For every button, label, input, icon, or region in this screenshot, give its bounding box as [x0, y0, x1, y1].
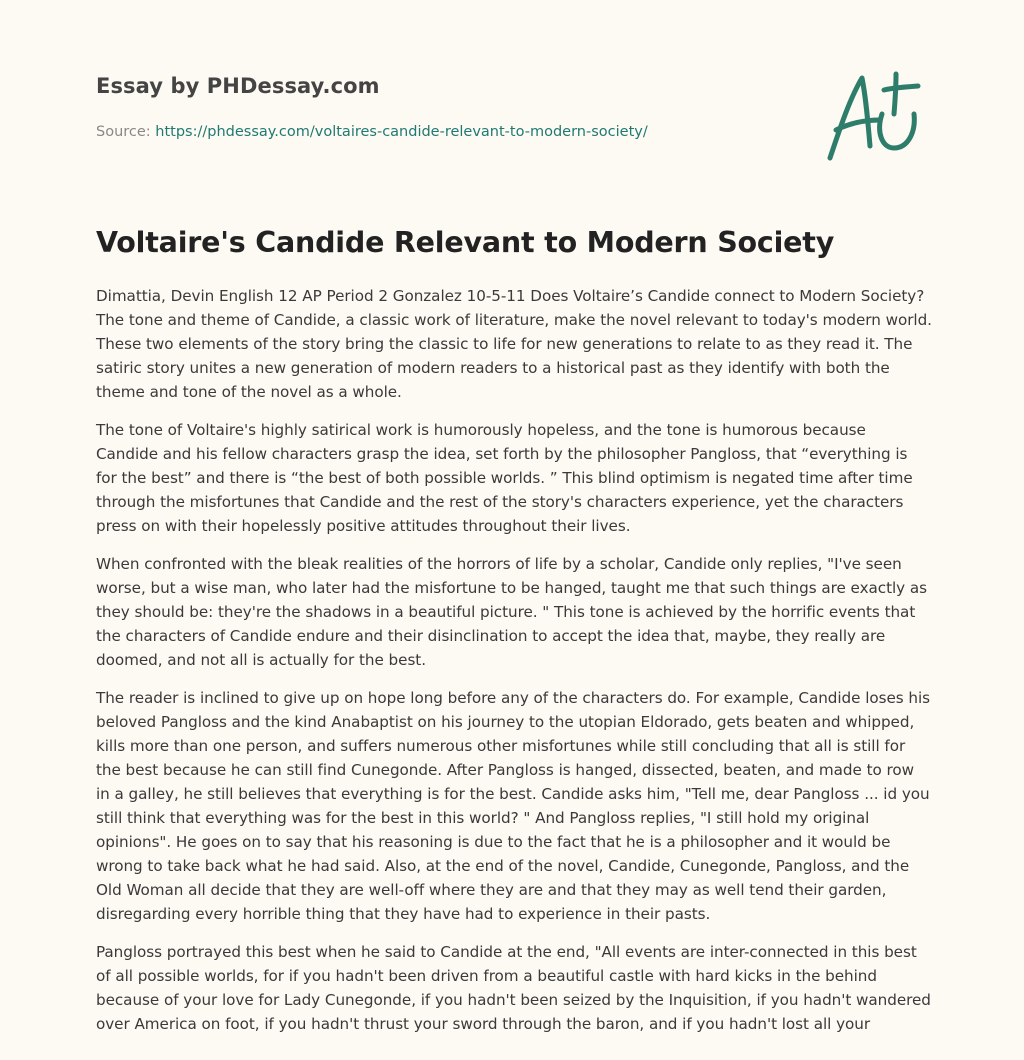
source-line — [96, 124, 648, 140]
essay-paragraph: The tone of Voltaire's highly satirical work is humorously hopeless, and the tone is humorous because Candide and his fellow characters grasp the idea, set forth by the philosopher Pangloss, that “everything is for the best” and there is “the best of both possible worlds. ” This blind optimism is negated time after time through the misfortunes that Candide and the rest of the story's characters experience, yet the characters press on with their hopelessly positive attitudes throughout their lives. — [96, 421, 913, 535]
a-plus-logo-icon — [822, 68, 926, 164]
essay-paragraph: When confronted with the bleak realities of the horrors of life by a scholar, Candide only replies, "I've seen worse, but a wise man, who later had the misfortune to be hanged, taught me that such things are exactly as they should be: they're the shadows in a beautiful picture. " This tone is achieved by the horrific events that the characters of Candide endure and their disinclination to accept the idea that, maybe, they really are doomed, and not all is actually for the best. — [96, 555, 927, 669]
essay-paragraph: Pangloss portrayed this best when he said to Candide at the end, "All events are inter-connected in this best of all possible worlds, for if you hadn't been driven from a beautiful castle with hard kicks in the behind because of your love for Lady Cunegonde, if you hadn't been seized by the Inquisition, if you hadn't wandered over America on foot, if you hadn't thrust your sword through the baron, and if you hadn't lost all your — [96, 943, 931, 1033]
essay-paragraph: The reader is inclined to give up on hope long before any of the characters do. For example, Candide loses his beloved Pangloss and the kind Anabaptist on his journey to the utopian Eldorado, gets beaten and whipped, kills more than one person, and suffers numerous other misfortunes while still concluding that all is still for the best because he can still find Cunegonde. After Pangloss is hanged, dissected, beaten, and made to row in a galley, he still believes that everything is for the best. Candide asks him, "Tell me, dear Pangloss ... id you still think that everything was for the best in this world? " And Pangloss replies, "I still hold my original opinions". He goes on to say that his reasoning is due to the fact that he is a philosopher and it would be wrong to take back what he had said. Also, at the end of the novel, Candide, Cunegonde, Pangloss, and the Old Woman all decide that they are well-off where they are and that they may as well tend their garden, disregarding every horrible thing that they have had to experience in their pasts. — [96, 689, 931, 923]
source-label: Source: — [96, 124, 151, 140]
essay-title: Voltaire's Candide Relevant to Modern Society — [96, 226, 835, 259]
essay-body — [96, 284, 932, 1050]
source-link[interactable]: https://phdessay.com/voltaires-candide-relevant-to-modern-society/ — [155, 124, 648, 140]
essay-paragraph: Dimattia, Devin English 12 AP Period 2 Gonzalez 10-5-11 Does Voltaire’s Candide connect to Modern Society? The tone and theme of Candide, a classic work of literature, make the novel relevant to today's modern world. These two elements of the story bring the classic to life for new generations to relate to as they read it. The satiric story unites a new generation of modern readers to a historical past as they identify with both the theme and tone of the novel as a whole. — [96, 287, 932, 401]
site-brand: Essay by PHDessay.com — [96, 74, 380, 98]
